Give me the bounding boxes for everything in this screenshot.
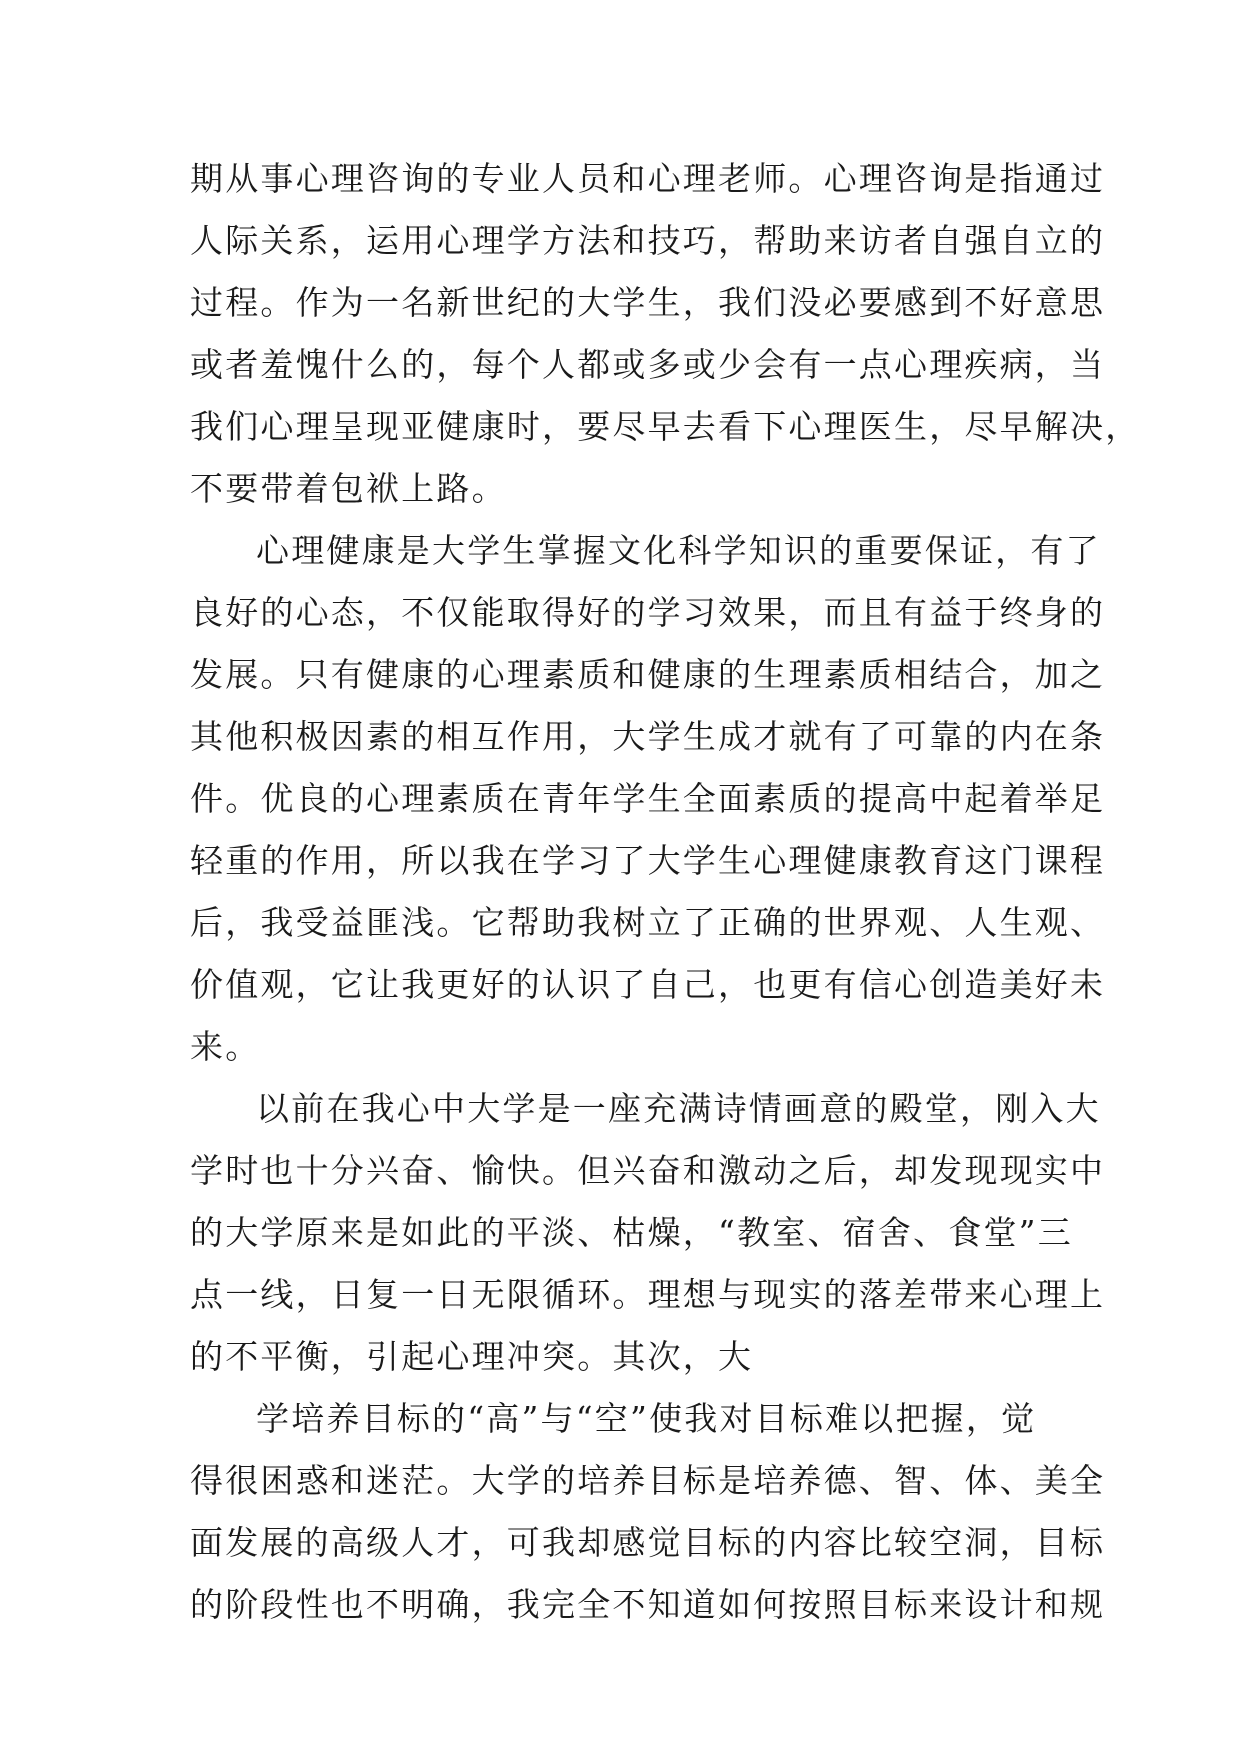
paragraph bbox=[190, 520, 1106, 1078]
paragraph bbox=[190, 148, 1141, 520]
text-line: 的阶段性也不明确，我完全不知道如何按照目标来设计和规 bbox=[190, 1585, 1106, 1624]
text-line: 期从事心理咨询的专业人员和心理老师。心理咨询是指通过 bbox=[190, 159, 1106, 198]
text-line: 价值观，它让我更好的认识了自己，也更有信心创造美好未 bbox=[190, 965, 1106, 1004]
text-line: 件。优良的心理素质在青年学生全面素质的提高中起着举足 bbox=[190, 779, 1106, 818]
text-line: 的大学原来是如此的平淡、枯燥，“教室、宿舍、食堂”三 bbox=[190, 1213, 1073, 1252]
text-line: 轻重的作用，所以我在学习了大学生心理健康教育这门课程 bbox=[190, 841, 1106, 880]
text-line: 以前在我心中大学是一座充满诗情画意的殿堂，刚入大 bbox=[256, 1089, 1101, 1128]
text-line: 后，我受益匪浅。它帮助我树立了正确的世界观、人生观、 bbox=[190, 903, 1106, 942]
text-line: 我们心理呈现亚健康时，要尽早去看下心理医生，尽早解决， bbox=[190, 407, 1141, 446]
text-line: 点一线，日复一日无限循环。理想与现实的落差带来心理上 bbox=[190, 1275, 1106, 1314]
text-line: 学时也十分兴奋、愉快。但兴奋和激动之后，却发现现实中 bbox=[190, 1151, 1106, 1190]
text-line: 良好的心态，不仅能取得好的学习效果，而且有益于终身的 bbox=[190, 593, 1106, 632]
text-line: 或者羞愧什么的，每个人都或多或少会有一点心理疾病，当 bbox=[190, 345, 1106, 384]
text-line: 不要带着包袱上路。 bbox=[190, 469, 507, 508]
text-line: 得很困惑和迷茫。大学的培养目标是培养德、智、体、美全 bbox=[190, 1461, 1106, 1500]
paragraph bbox=[190, 1078, 1106, 1388]
body-text bbox=[190, 148, 1141, 1636]
text-line: 来。 bbox=[190, 1027, 261, 1066]
text-line: 过程。作为一名新世纪的大学生，我们没必要感到不好意思 bbox=[190, 283, 1106, 322]
paragraph bbox=[190, 1388, 1106, 1636]
text-line: 心理健康是大学生掌握文化科学知识的重要保证，有了 bbox=[256, 531, 1101, 570]
text-line: 其他积极因素的相互作用，大学生成才就有了可靠的内在条 bbox=[190, 717, 1106, 756]
text-line: 发展。只有健康的心理素质和健康的生理素质相结合，加之 bbox=[190, 655, 1106, 694]
text-line: 人际关系，运用心理学方法和技巧，帮助来访者自强自立的 bbox=[190, 221, 1106, 260]
text-line: 学培养目标的“高”与“空”使我对目标难以把握，觉 bbox=[256, 1399, 1037, 1438]
text-line: 的不平衡，引起心理冲突。其次，大 bbox=[190, 1337, 754, 1376]
text-line: 面发展的高级人才，可我却感觉目标的内容比较空洞，目标 bbox=[190, 1523, 1106, 1562]
